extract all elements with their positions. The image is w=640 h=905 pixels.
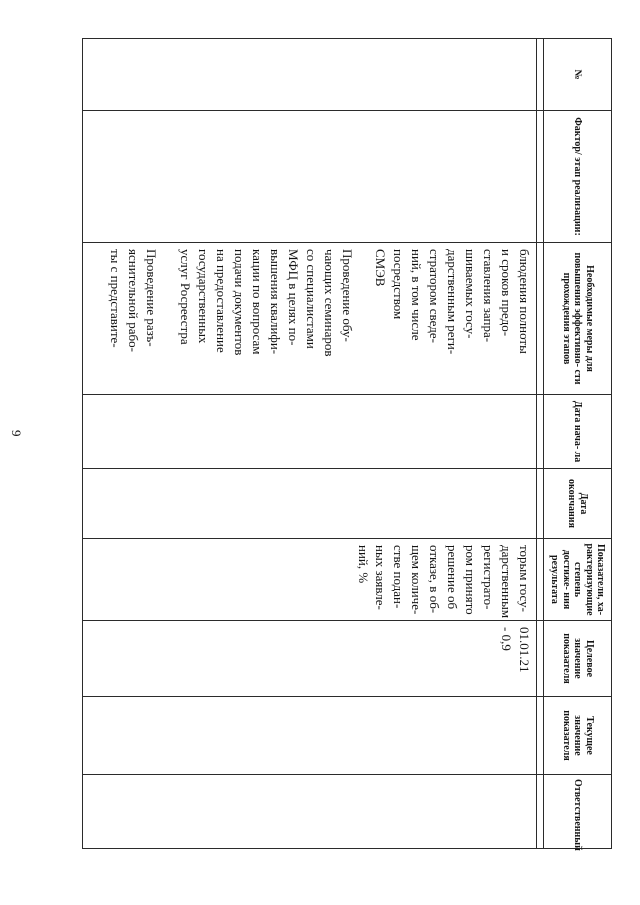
header-end-date: Дата окончания <box>544 469 612 539</box>
text-line: ром принято <box>463 545 479 615</box>
text-line: вышения квалифи- <box>267 249 283 355</box>
rotated-table-container <box>82 38 612 851</box>
text-line: СМЭВ <box>373 249 389 287</box>
cell-factor <box>83 111 537 243</box>
spacer-cell <box>537 621 544 697</box>
header-target-value: Целевое значение показателя <box>544 621 612 697</box>
cell-target-value <box>83 621 537 697</box>
text-line: дарственным <box>499 545 515 619</box>
header-current-value: Текущее значение показателя <box>544 697 612 775</box>
text-line: ний, % <box>355 545 371 584</box>
header-number: № <box>544 39 612 111</box>
text-line: кации по вопросам <box>249 249 265 355</box>
text-line: МФЦ в целях по- <box>285 249 301 346</box>
text-line: торым госу- <box>517 545 532 612</box>
header-start-date: Дата нача- ла <box>544 395 612 469</box>
spacer-cell <box>537 469 544 539</box>
text-line: отказе, в об- <box>427 545 443 614</box>
text-line: стве подан- <box>391 545 407 609</box>
measure-paragraph-1 <box>372 249 533 388</box>
measure-paragraph-2 <box>176 249 355 388</box>
measures-table <box>82 38 612 849</box>
spacer-cell <box>537 697 544 775</box>
cell-number <box>83 39 537 111</box>
text-line: ний, в том числе <box>409 249 425 341</box>
header-factor: Фактор/ этап реализации: <box>544 111 612 243</box>
text-line: 01.01.21 <box>517 627 532 673</box>
header-row <box>544 39 612 849</box>
spacer-cell <box>537 775 544 849</box>
text-line: шиваемых госу- <box>463 249 479 339</box>
page-number: 9 <box>9 430 24 437</box>
text-line: решение об <box>445 545 461 610</box>
text-line: яснительной рабо- <box>126 249 142 352</box>
header-responsible: Ответственный <box>544 775 612 849</box>
text-line: на предоставление <box>214 249 229 353</box>
text-line: Проведение обу- <box>339 249 355 342</box>
text-line: ных заявле- <box>373 545 389 610</box>
cell-end-date <box>83 469 537 539</box>
spacer-cell <box>537 539 544 621</box>
text-line: посредством <box>391 249 407 320</box>
text-line: государственных <box>196 249 212 344</box>
text-line: - 0,9 <box>499 627 515 651</box>
measure-paragraph-3 <box>106 249 160 388</box>
text-line: подачи документов <box>231 249 247 356</box>
cell-responsible <box>83 775 537 849</box>
text-line: чающих семинаров <box>321 249 337 357</box>
text-line: ставления запра- <box>481 249 497 343</box>
spacer-cell <box>537 39 544 111</box>
text-line: услуг Росреестра <box>178 249 194 345</box>
header-indicators: Показатели, ха- рактеризующие степень достиже- ния результата <box>544 539 612 621</box>
text-line: со специалистами <box>303 249 319 349</box>
header-measures: Необходимые меры для повышения эффективно- сти прохождения этапов <box>544 243 612 395</box>
spacer-cell <box>537 243 544 395</box>
text-line: Проведение разъ- <box>144 249 160 347</box>
text-line: дарственным реги- <box>445 249 461 355</box>
spacer-cell <box>537 395 544 469</box>
text-line: стратором сведе- <box>427 249 443 343</box>
cell-current-value <box>83 697 537 775</box>
text-line: щем количе- <box>409 545 425 615</box>
spacer-cell <box>537 111 544 243</box>
text-line: блюдения полноты <box>517 249 532 354</box>
text-line: регистрато- <box>481 545 497 610</box>
text-line: ты с представите- <box>108 249 124 348</box>
text-line: и сроков предо- <box>499 249 515 337</box>
cell-measures <box>83 243 537 395</box>
table-row <box>83 39 537 849</box>
cell-start-date <box>83 395 537 469</box>
cell-indicator <box>83 539 537 621</box>
spacer-row <box>537 39 544 849</box>
